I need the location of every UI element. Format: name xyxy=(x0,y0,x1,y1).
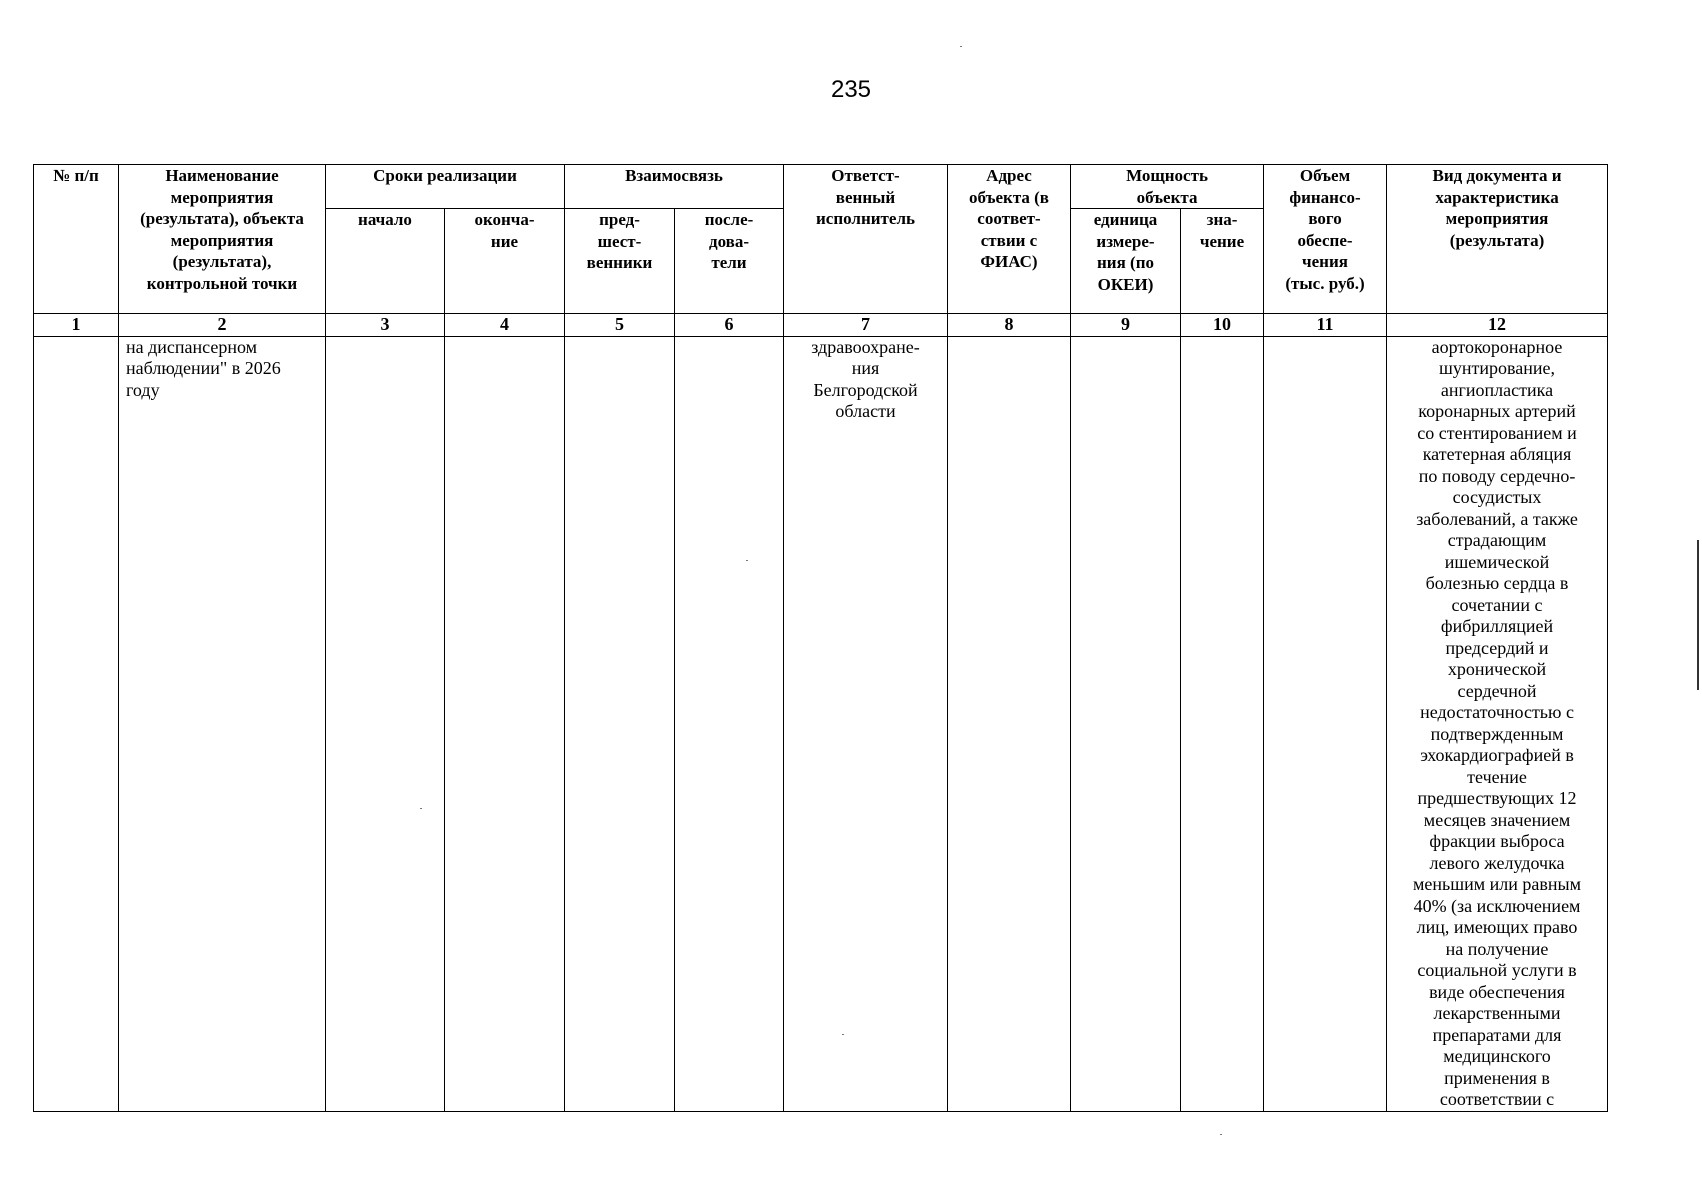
cell-address xyxy=(948,336,1071,1111)
cell-responsible: здравоохране- ния Белгородской области xyxy=(784,336,948,1111)
column-number: 3 xyxy=(326,314,445,337)
header-document-type: Вид документа и характеристика мероприятия (результата) xyxy=(1387,165,1608,314)
cell-start xyxy=(326,336,445,1111)
header-terms-group: Сроки реализации xyxy=(326,165,565,209)
cell-measure-name: на диспансерном наблюдении" в 2026 году xyxy=(119,336,326,1111)
column-number: 11 xyxy=(1264,314,1387,337)
scan-speck xyxy=(420,808,422,809)
column-number: 8 xyxy=(948,314,1071,337)
cell-financing xyxy=(1264,336,1387,1111)
header-successors: после- дова- тели xyxy=(675,209,784,314)
scan-edge-shadow xyxy=(1697,540,1699,690)
header-financing: Объем финансо- вого обеспе- чения (тыс. руб.) xyxy=(1264,165,1387,314)
scan-speck xyxy=(842,1034,844,1035)
header-link-group: Взаимосвязь xyxy=(565,165,784,209)
scan-speck xyxy=(746,560,748,561)
header-name: Наименование мероприятия (результата), объекта мероприятия (результата), контрольной точки xyxy=(119,165,326,314)
header-row-1 xyxy=(34,165,1608,209)
table-row xyxy=(34,336,1608,1111)
cell-document-type: аортокоронарное шунтирование, ангиопластика коронарных артерий со стентированием и катетерная абляция по поводу сердечно- сосудистых заболеваний, а также страдающим ишемической болезнью сердца в сочетании с фибрилляцией предсердий и хронической сердечной недостаточностью с подтвержденным эхокардиографией в течение предшествующих 12 месяцев значением фракции выброса левого желудочка меньшим или равным 40% (за исключением лиц, имеющих право на получение социальной услуги в виде обеспечения лекарственными препаратами для медицинского применения в соответствии с xyxy=(1387,336,1608,1111)
cell-successors xyxy=(675,336,784,1111)
header-responsible: Ответст- венный исполнитель xyxy=(784,165,948,314)
header-start: начало xyxy=(326,209,445,314)
column-number: 2 xyxy=(119,314,326,337)
column-number: 6 xyxy=(675,314,784,337)
column-number: 12 xyxy=(1387,314,1608,337)
cell-end xyxy=(445,336,565,1111)
header-value: зна- чение xyxy=(1181,209,1264,314)
column-number-row xyxy=(34,314,1608,337)
header-unit: единица измере- ния (по ОКЕИ) xyxy=(1071,209,1181,314)
cell-value xyxy=(1181,336,1264,1111)
header-capacity-group: Мощность объекта xyxy=(1071,165,1264,209)
column-number: 9 xyxy=(1071,314,1181,337)
measures-table xyxy=(33,164,1608,1112)
column-number: 4 xyxy=(445,314,565,337)
column-number: 1 xyxy=(34,314,119,337)
cell-predecessors xyxy=(565,336,675,1111)
header-predecessors: пред- шест- венники xyxy=(565,209,675,314)
cell-unit xyxy=(1071,336,1181,1111)
column-number: 5 xyxy=(565,314,675,337)
column-number: 7 xyxy=(784,314,948,337)
header-end: оконча- ние xyxy=(445,209,565,314)
cell-number xyxy=(34,336,119,1111)
header-address: Адрес объекта (в соответ- ствии с ФИАС) xyxy=(948,165,1071,314)
page-number: 235 xyxy=(830,76,872,103)
scan-speck xyxy=(1220,1134,1222,1135)
header-number: № п/п xyxy=(34,165,119,314)
column-number: 10 xyxy=(1181,314,1264,337)
scan-speck xyxy=(960,46,962,47)
